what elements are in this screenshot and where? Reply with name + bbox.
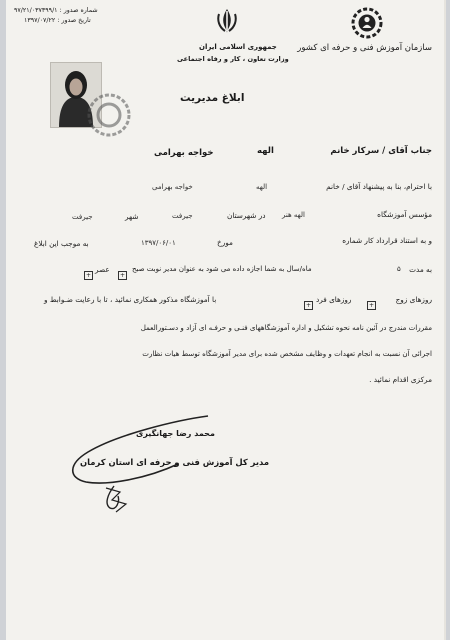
line3-date-label: مورخ: [217, 238, 233, 247]
doc-number-row: [14, 8, 98, 14]
line4-number: ۵: [397, 265, 401, 273]
even-days-checkbox[interactable]: +: [368, 302, 375, 309]
line3-label: و به استناد قرارداد کار شماره: [342, 236, 432, 245]
line2-school: الهه هنر: [282, 211, 305, 219]
line2-city: جیرفت: [172, 212, 193, 220]
signer-name: محمد رضا جهانگیری: [136, 429, 215, 438]
doc-number-label: شماره صدور :: [59, 7, 98, 14]
line8-text: مرکزی اقدام نمائید .: [369, 375, 432, 384]
ministry-name: وزارت تعاون ، کار و رفاه اجتماعی: [177, 55, 289, 63]
line4-prefix: به مدت: [409, 265, 432, 274]
page-title: ابلاغ مدیریت: [180, 92, 245, 104]
line1-family: خواجه بهرامی: [152, 183, 193, 191]
line6-text: مقررات مندرج در آئین نامه نحوه تشکیل و اداره آموزشگاههای فنـی و حرفـه ای آزاد و دسـتورالعمل: [140, 323, 432, 332]
odd-days-label: روزهای فرد: [316, 295, 352, 304]
doc-number-value: ۹۷/۲۱/۰۳۷۳۹۹/۱: [14, 7, 58, 14]
line2-town-label: شهر: [125, 212, 139, 221]
line4-text: ماه/سال به شما اجازه داده می شود به عنوان مدیر نوبت صبح: [132, 265, 312, 273]
doc-date-row: [24, 18, 91, 24]
line5-text: با آموزشگاه مذکور همکاری نمائید ، تا با رعایت ضـوابط و: [44, 295, 217, 304]
line2-town: جیرفت: [72, 213, 93, 221]
recipient-last-name: خواجه بهرامی: [154, 148, 214, 158]
doc-date-value: ۱۳۹۷/۰۷/۲۲: [24, 17, 56, 24]
line1-name: الهه: [256, 183, 268, 191]
morning-checkbox[interactable]: +: [119, 272, 126, 279]
document-page: [6, 0, 446, 640]
line3-date: ۱۳۹۷/۰۶/۰۱: [141, 239, 176, 247]
afternoon-label: عصر: [95, 265, 110, 274]
line7-text: اجرائی آن نسبت به انجام تعهدات و وظایف مشخص شده برای مدیر آموزشگاه توسط هیات نظارت: [142, 349, 432, 358]
iran-emblem-icon: [215, 8, 239, 34]
line1-prefix: با احترام، بنا به پیشنهاد آقای / خانم: [326, 182, 432, 191]
recipient-first-name: الهه: [257, 146, 274, 156]
afternoon-checkbox[interactable]: +: [85, 272, 92, 279]
country-name: جمهوری اسلامی ایران: [199, 43, 277, 51]
line2-label: مؤسس آموزشگاه: [377, 210, 432, 219]
stamp-icon: [86, 92, 132, 138]
signer-position: مدیر کل آموزش فنی و حرفه ای استان کرمان: [80, 457, 270, 467]
doc-date-label: تاریخ صدور :: [57, 17, 91, 24]
line3-suffix: به موجب این ابلاغ: [34, 239, 89, 248]
recipient-salutation: جناب آقای / سرکار خانم: [330, 146, 432, 156]
gear-person-logo-icon: [350, 6, 384, 40]
line2-city-label: در شهرستان: [227, 211, 266, 220]
even-days-label: روزهای زوج: [395, 295, 432, 304]
org-name: سازمان آموزش فنی و حرفه ای کشور: [297, 43, 432, 53]
odd-days-checkbox[interactable]: +: [305, 302, 312, 309]
